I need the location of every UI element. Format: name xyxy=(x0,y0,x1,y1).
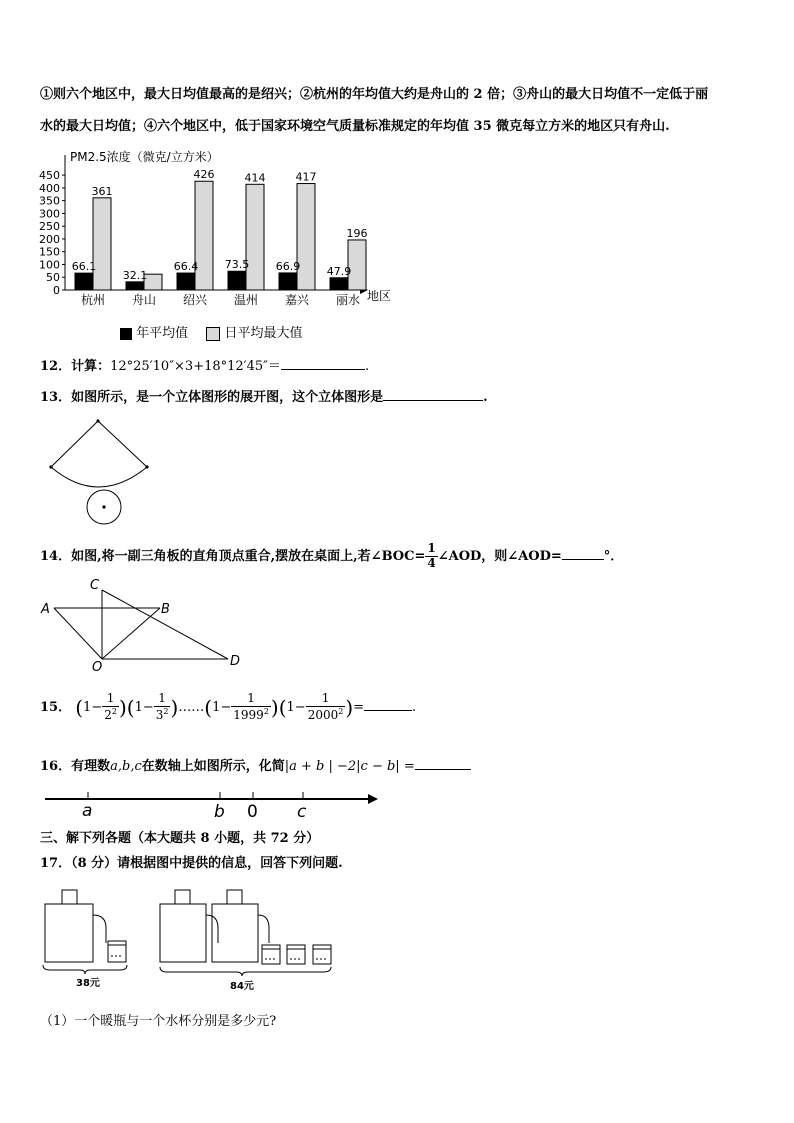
q12-end: . xyxy=(365,359,370,374)
q13-end: . xyxy=(483,390,488,405)
question-13 xyxy=(40,386,488,405)
label-D: D xyxy=(230,654,241,669)
label-C: C xyxy=(90,578,100,593)
sector-edge-right xyxy=(98,421,147,467)
data-label-annual: 66.9 xyxy=(275,259,301,273)
q15-factor4-one: 1− xyxy=(286,699,306,715)
x-axis-label: 地区 xyxy=(367,289,392,303)
brace-2 xyxy=(160,967,331,976)
sector-edge-left xyxy=(51,421,98,467)
y-tick-label: 150 xyxy=(39,245,60,259)
cup-1 xyxy=(108,941,126,962)
legend-label-max: 日平均最大值 xyxy=(224,326,303,341)
q16-expression: |a + b | −2|c − b| = xyxy=(284,759,415,774)
price-label-1: 38元 xyxy=(76,978,100,989)
data-label-annual: 66.1 xyxy=(71,260,97,274)
intro-line-1: ①则六个地区中，最大日均值最高的是绍兴；②杭州的年均值大约是舟山的 2 倍；③舟山的最大日均值不一定低于丽 xyxy=(40,87,709,102)
q15-factor1-one: 1− xyxy=(83,699,103,715)
bar-max-杭州 xyxy=(93,198,111,290)
x-tick-label: 嘉兴 xyxy=(284,293,310,307)
bar-annual-温州 xyxy=(228,271,246,290)
bar-annual-舟山 xyxy=(126,282,144,290)
price-label-2: 84元 xyxy=(230,981,254,992)
cup-4 xyxy=(313,945,331,964)
legend-swatch-annual xyxy=(120,328,132,340)
y-tick-label: 200 xyxy=(39,232,60,246)
q14-text-1: 如图,将一副三角板的直角顶点重合,摆放在桌面上,若∠BOC= xyxy=(71,548,426,564)
seg-CD xyxy=(102,590,228,659)
q15-factor2-frac: $\frac{1}{3^2}$ xyxy=(155,691,169,722)
y-tick-label: 450 xyxy=(39,169,60,183)
label-B: B xyxy=(161,602,170,617)
apex-dot xyxy=(96,419,99,422)
y-tick-label: 0 xyxy=(53,284,60,297)
x-tick-label: 温州 xyxy=(233,293,259,307)
sector-arc xyxy=(51,467,147,487)
seg-BO xyxy=(102,608,160,659)
bar-max-温州 xyxy=(246,184,264,290)
chart-legend xyxy=(120,322,302,341)
q16-vars: a,b,c xyxy=(110,759,142,774)
q14-number: 14． xyxy=(40,548,72,564)
data-label-max: 426 xyxy=(193,168,215,182)
label-A: A xyxy=(41,602,50,617)
q15-end: . xyxy=(412,699,417,715)
q15-dots: …… xyxy=(178,699,205,715)
data-label-annual: 73.5 xyxy=(224,258,250,272)
thermos-3 xyxy=(212,890,269,962)
legend-swatch-max xyxy=(206,327,220,341)
label-b: b xyxy=(214,802,225,822)
q15-factor3-frac: $\frac{1}{1999^2}$ xyxy=(233,691,269,722)
y-tick-label: 50 xyxy=(46,271,60,285)
seg-AO xyxy=(54,608,102,659)
brace-1 xyxy=(43,965,127,974)
q16-answer-blank[interactable] xyxy=(415,769,471,770)
bar-annual-丽水 xyxy=(330,278,348,290)
data-label-max: 196 xyxy=(346,226,368,240)
q14-frac-num: 1 xyxy=(427,541,436,555)
q15-answer-blank[interactable] xyxy=(364,710,412,711)
q12-expression: 12°25′10″×3+18°12′45″＝ xyxy=(110,359,282,374)
cone-net-figure xyxy=(40,415,170,530)
q13-text: 如图所示，是一个立体图形的展开图，这个立体图形是 xyxy=(71,390,384,405)
question-15: 15． (1− $\frac{1}{2^2}$ )(1− $\frac{1}{3^2}$ )……(1− $\frac{1}{1999^2}$ )(1− $\frac{1}{2000^2}$ )= . xyxy=(40,691,417,722)
base-center-dot xyxy=(102,505,105,508)
q14-frac-den: 4 xyxy=(427,555,436,570)
q12-lead: 计算： xyxy=(71,359,111,374)
q17-text: （8 分）请根据图中提供的信息，回答下列问题. xyxy=(71,856,343,871)
q12-number: 12． xyxy=(40,359,72,374)
x-tick-label: 丽水 xyxy=(335,293,361,307)
x-tick-label: 舟山 xyxy=(131,293,157,307)
q15-equals: = xyxy=(353,699,365,715)
data-label-max: 361 xyxy=(91,184,113,198)
q16-number: 16． xyxy=(40,759,72,774)
bar-max-嘉兴 xyxy=(297,184,315,290)
data-label-max: 417 xyxy=(295,170,317,184)
x-tick-label: 杭州 xyxy=(80,293,106,307)
question-16 xyxy=(40,755,471,774)
y-tick-label: 400 xyxy=(39,181,60,195)
y-tick-label: 100 xyxy=(39,258,60,272)
q17-number: 17． xyxy=(40,856,72,871)
q15-number: 15． xyxy=(40,699,72,715)
bar-annual-绍兴 xyxy=(177,273,195,290)
x-tick-label: 绍兴 xyxy=(182,293,208,307)
q12-answer-blank[interactable] xyxy=(281,369,365,370)
q15-factor1-frac: $\frac{1}{2^2}$ xyxy=(104,691,117,722)
label-O: O xyxy=(92,660,103,675)
bar-annual-嘉兴 xyxy=(279,273,297,290)
q13-answer-blank[interactable] xyxy=(383,400,483,401)
number-line xyxy=(40,782,385,822)
arc-dot-right xyxy=(145,465,148,468)
q15-factor4-frac: $\frac{1}{2000^2}$ xyxy=(307,691,344,722)
thermos-2 xyxy=(160,890,218,962)
q16-text-2: 在数轴上如图所示，化简 xyxy=(141,759,285,774)
y-tick-label: 250 xyxy=(39,220,60,234)
label-a: a xyxy=(82,801,93,821)
data-label-annual: 66.4 xyxy=(173,260,199,274)
section-3-header: 三、解下列各题（本大题共 8 小题，共 72 分） xyxy=(40,831,320,846)
q16-text-1: 有理数 xyxy=(71,759,111,774)
triangles-figure xyxy=(40,575,250,675)
q14-fraction xyxy=(425,542,437,571)
question-14 xyxy=(40,542,623,571)
q15-factor3-one: 1− xyxy=(212,699,232,715)
y-tick-label: 350 xyxy=(39,194,60,208)
y-tick-label: 300 xyxy=(39,207,60,221)
data-label-annual: 32.1 xyxy=(122,268,148,282)
q14-answer-blank[interactable] xyxy=(562,559,604,560)
cup-3 xyxy=(287,945,305,964)
q14-end: °． xyxy=(603,548,624,564)
bar-annual-杭州 xyxy=(75,273,93,290)
question-12 xyxy=(40,355,369,374)
intro-line-2: 水的最大日均值；④六个地区中，低于国家环境空气质量标准规定的年均值 35 微克每立方米的地区只有舟山. xyxy=(40,119,670,134)
thermos-cups-figure xyxy=(40,885,345,995)
q17-subquestion-1: （1）一个暖瓶与一个水杯分别是多少元? xyxy=(40,1014,277,1029)
y-axis-label: PM2.5浓度（微克/立方米） xyxy=(70,150,219,164)
data-label-max: 414 xyxy=(244,171,266,185)
q13-number: 13． xyxy=(40,390,72,405)
question-17 xyxy=(40,852,343,871)
q14-text-2: ∠AOD，则∠AOD= xyxy=(437,548,562,564)
cup-2 xyxy=(262,945,280,964)
label-c: c xyxy=(297,802,307,822)
legend-label-annual: 年平均值 xyxy=(136,326,189,341)
data-label-annual: 47.9 xyxy=(326,264,352,278)
q15-factor2-one: 1− xyxy=(134,699,154,715)
axis-arrow xyxy=(368,794,378,804)
bar-max-绍兴 xyxy=(195,181,213,290)
pm25-bar-chart xyxy=(30,145,410,345)
arc-dot-left xyxy=(49,465,52,468)
thermos-1 xyxy=(45,890,106,962)
label-zero: 0 xyxy=(247,802,258,822)
